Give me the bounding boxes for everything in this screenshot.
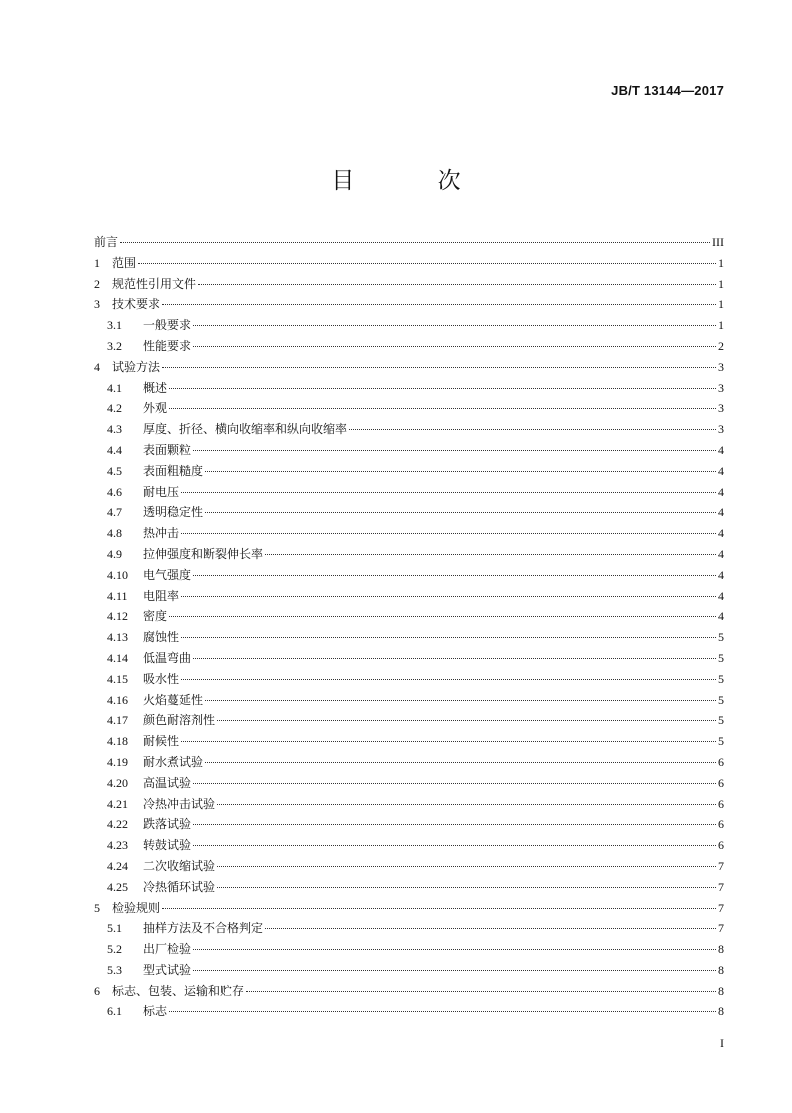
toc-dot-leader bbox=[205, 700, 716, 701]
toc-entry-number: 4.12 bbox=[107, 609, 128, 624]
toc-entry-page: 5 bbox=[718, 671, 724, 686]
toc-dot-leader bbox=[205, 471, 716, 472]
toc-entry[interactable] bbox=[94, 877, 724, 898]
toc-entry-page: 3 bbox=[718, 359, 724, 374]
toc-dot-leader bbox=[265, 928, 716, 929]
toc-dot-leader bbox=[193, 325, 716, 326]
toc-entry[interactable] bbox=[94, 294, 724, 315]
toc-entry-label: 冷热冲击试验 bbox=[143, 796, 216, 811]
toc-dot-leader bbox=[265, 554, 716, 555]
toc-dot-leader bbox=[169, 1011, 716, 1012]
toc-entry-number: 4.4 bbox=[107, 442, 122, 457]
toc-entry-label: 密度 bbox=[143, 609, 168, 624]
toc-entry-page: 7 bbox=[718, 900, 724, 915]
toc-entry-number: 4.11 bbox=[107, 588, 128, 603]
toc-entry-label: 概述 bbox=[143, 380, 168, 395]
toc-entry-number: 4.8 bbox=[107, 526, 122, 541]
toc-entry[interactable] bbox=[94, 357, 724, 378]
toc-entry-page: 6 bbox=[718, 754, 724, 769]
page-title: 目 次 bbox=[331, 168, 499, 194]
toc-entry-number: 4.14 bbox=[107, 650, 128, 665]
toc-entry-label: 技术要求 bbox=[112, 297, 161, 312]
toc-entry[interactable] bbox=[94, 752, 724, 773]
toc-entry-page: 5 bbox=[718, 630, 724, 645]
toc-entry[interactable] bbox=[94, 981, 724, 1002]
toc-entry-label: 电气强度 bbox=[143, 567, 192, 582]
toc-entry-number: 4.13 bbox=[107, 630, 128, 645]
toc-dot-leader bbox=[162, 908, 716, 909]
toc-dot-leader bbox=[193, 575, 716, 576]
toc-dot-leader bbox=[193, 783, 716, 784]
toc-dot-leader bbox=[181, 679, 716, 680]
toc-entry-page: 8 bbox=[718, 942, 724, 957]
toc-entry-page: 4 bbox=[718, 463, 724, 478]
toc-entry-page: 4 bbox=[718, 609, 724, 624]
toc-entry-page: 7 bbox=[718, 921, 724, 936]
toc-entry-page: 6 bbox=[718, 838, 724, 853]
table-of-contents bbox=[94, 232, 724, 1022]
toc-entry-label: 厚度、折径、横向收缩率和纵向收缩率 bbox=[143, 422, 348, 437]
toc-dot-leader bbox=[193, 824, 716, 825]
toc-entry[interactable] bbox=[94, 627, 724, 648]
toc-entry-label: 耐电压 bbox=[143, 484, 180, 499]
toc-entry-page: 5 bbox=[718, 650, 724, 665]
toc-entry-page: 3 bbox=[718, 401, 724, 416]
toc-entry[interactable] bbox=[94, 482, 724, 503]
toc-dot-leader bbox=[193, 450, 716, 451]
toc-entry-page: 4 bbox=[718, 546, 724, 561]
toc-entry-number: 4.18 bbox=[107, 734, 128, 749]
toc-dot-leader bbox=[217, 804, 716, 805]
toc-entry-label: 性能要求 bbox=[143, 338, 192, 353]
toc-entry[interactable] bbox=[94, 419, 724, 440]
toc-entry-label: 规范性引用文件 bbox=[112, 276, 197, 291]
toc-entry[interactable] bbox=[94, 565, 724, 586]
toc-entry[interactable] bbox=[94, 274, 724, 295]
page-folio: I bbox=[720, 1036, 724, 1050]
toc-entry-label: 冷热循环试验 bbox=[143, 879, 216, 894]
toc-dot-leader bbox=[193, 949, 716, 950]
toc-entry-page: III bbox=[712, 235, 724, 249]
toc-entry-page: 5 bbox=[718, 734, 724, 749]
toc-dot-leader bbox=[120, 242, 710, 243]
toc-entry[interactable] bbox=[94, 898, 724, 919]
toc-dot-leader bbox=[205, 762, 716, 763]
toc-entry-page: 5 bbox=[718, 713, 724, 728]
toc-dot-leader bbox=[181, 637, 716, 638]
toc-entry-label: 转鼓试验 bbox=[143, 838, 192, 853]
toc-entry[interactable] bbox=[94, 710, 724, 731]
toc-entry-page: 4 bbox=[718, 442, 724, 457]
toc-entry-number: 4.19 bbox=[107, 754, 128, 769]
toc-entry-label: 电阻率 bbox=[143, 588, 180, 603]
toc-entry-label: 腐蚀性 bbox=[143, 630, 180, 645]
toc-entry-label: 检验规则 bbox=[112, 900, 161, 915]
toc-entry-page: 1 bbox=[718, 276, 724, 291]
toc-dot-leader bbox=[181, 741, 716, 742]
toc-dot-leader bbox=[193, 346, 716, 347]
toc-entry-number: 4.1 bbox=[107, 380, 122, 395]
toc-entry-page: 4 bbox=[718, 588, 724, 603]
toc-entry-number: 4.2 bbox=[107, 401, 122, 416]
toc-entry-label: 二次收缩试验 bbox=[143, 858, 216, 873]
toc-entry-number: 4.9 bbox=[107, 546, 122, 561]
toc-entry-label: 吸水性 bbox=[143, 671, 180, 686]
toc-entry[interactable] bbox=[94, 794, 724, 815]
toc-entry-number: 4.5 bbox=[107, 463, 122, 478]
toc-entry-label: 出厂检验 bbox=[143, 942, 192, 957]
toc-entry[interactable] bbox=[94, 773, 724, 794]
toc-entry-number: 4 bbox=[94, 359, 100, 374]
toc-entry[interactable] bbox=[94, 544, 724, 565]
toc-entry-number: 5 bbox=[94, 900, 100, 915]
toc-entry[interactable] bbox=[94, 440, 724, 461]
toc-dot-leader bbox=[181, 533, 716, 534]
toc-dot-leader bbox=[198, 284, 716, 285]
toc-dot-leader bbox=[193, 845, 716, 846]
toc-dot-leader bbox=[349, 429, 716, 430]
toc-entry-page: 6 bbox=[718, 817, 724, 832]
toc-dot-leader bbox=[162, 304, 716, 305]
toc-dot-leader bbox=[181, 492, 716, 493]
toc-entry-label: 表面颗粒 bbox=[143, 442, 192, 457]
toc-entry-label: 标志 bbox=[143, 1004, 168, 1019]
toc-entry-number: 4.16 bbox=[107, 692, 128, 707]
toc-entry-label: 热冲击 bbox=[143, 526, 180, 541]
toc-entry[interactable] bbox=[94, 669, 724, 690]
toc-entry-number: 2 bbox=[94, 276, 100, 291]
standard-code: JB/T 13144—2017 bbox=[611, 83, 724, 98]
toc-entry-number: 4.25 bbox=[107, 879, 128, 894]
toc-dot-leader bbox=[193, 658, 716, 659]
toc-entry[interactable] bbox=[94, 918, 724, 939]
toc-entry-number: 6 bbox=[94, 983, 100, 998]
toc-entry-page: 3 bbox=[718, 380, 724, 395]
toc-entry-label: 火焰蔓延性 bbox=[143, 692, 204, 707]
toc-entry-page: 7 bbox=[718, 879, 724, 894]
toc-entry[interactable] bbox=[94, 960, 724, 981]
toc-entry-label: 颜色耐溶剂性 bbox=[143, 713, 216, 728]
toc-entry-number: 4.24 bbox=[107, 858, 128, 873]
toc-entry-page: 5 bbox=[718, 692, 724, 707]
toc-entry-page: 8 bbox=[718, 962, 724, 977]
toc-entry-number: 6.1 bbox=[107, 1004, 122, 1019]
toc-entry[interactable] bbox=[94, 939, 724, 960]
toc-dot-leader bbox=[138, 263, 716, 264]
toc-entry-label: 跌落试验 bbox=[143, 817, 192, 832]
toc-entry[interactable] bbox=[94, 690, 724, 711]
toc-entry-label: 高温试验 bbox=[143, 775, 192, 790]
toc-entry-page: 8 bbox=[718, 1004, 724, 1019]
toc-entry-number: 5.1 bbox=[107, 921, 122, 936]
toc-entry-number: 5.2 bbox=[107, 942, 122, 957]
toc-dot-leader bbox=[169, 408, 716, 409]
toc-entry-number: 4.21 bbox=[107, 796, 128, 811]
toc-entry-page: 2 bbox=[718, 338, 724, 353]
toc-entry-label: 低温弯曲 bbox=[143, 650, 192, 665]
toc-entry[interactable] bbox=[94, 1001, 724, 1022]
toc-entry-number: 4.23 bbox=[107, 838, 128, 853]
toc-entry[interactable] bbox=[94, 586, 724, 607]
toc-entry[interactable] bbox=[94, 461, 724, 482]
toc-entry-label: 透明稳定性 bbox=[143, 505, 204, 520]
toc-entry-page: 4 bbox=[718, 526, 724, 541]
toc-entry[interactable] bbox=[94, 253, 724, 274]
toc-entry-label: 标志、包装、运输和贮存 bbox=[112, 983, 245, 998]
toc-entry[interactable] bbox=[94, 315, 724, 336]
toc-entry-number: 4.10 bbox=[107, 567, 128, 582]
toc-entry-label: 型式试验 bbox=[143, 962, 192, 977]
toc-entry-page: 6 bbox=[718, 796, 724, 811]
toc-entry-label: 拉伸强度和断裂伸长率 bbox=[143, 546, 264, 561]
toc-entry-label: 表面粗糙度 bbox=[143, 463, 204, 478]
toc-entry-page: 4 bbox=[718, 484, 724, 499]
toc-entry-label: 耐候性 bbox=[143, 734, 180, 749]
toc-entry-label: 外观 bbox=[143, 401, 168, 416]
toc-entry-number: 3.1 bbox=[107, 318, 122, 333]
toc-entry-number: 4.17 bbox=[107, 713, 128, 728]
toc-entry-page: 1 bbox=[718, 255, 724, 270]
toc-entry-number: 5.3 bbox=[107, 962, 122, 977]
toc-entry[interactable] bbox=[94, 502, 724, 523]
toc-entry-number: 3.2 bbox=[107, 338, 122, 353]
toc-entry-label: 试验方法 bbox=[112, 359, 161, 374]
toc-entry[interactable] bbox=[94, 606, 724, 627]
toc-entry-label: 耐水煮试验 bbox=[143, 754, 204, 769]
toc-entry-page: 6 bbox=[718, 775, 724, 790]
toc-dot-leader bbox=[169, 388, 716, 389]
toc-dot-leader bbox=[169, 616, 716, 617]
toc-entry-number: 4.6 bbox=[107, 484, 122, 499]
toc-entry-label: 一般要求 bbox=[143, 318, 192, 333]
toc-entry-label: 范围 bbox=[112, 255, 137, 270]
toc-entry[interactable] bbox=[94, 814, 724, 835]
toc-dot-leader bbox=[246, 991, 716, 992]
toc-entry-page: 1 bbox=[718, 297, 724, 312]
toc-entry[interactable] bbox=[94, 731, 724, 752]
toc-entry-page: 4 bbox=[718, 505, 724, 520]
toc-entry-number: 4.3 bbox=[107, 422, 122, 437]
toc-entry[interactable] bbox=[94, 523, 724, 544]
toc-entry-number: 4.22 bbox=[107, 817, 128, 832]
toc-entry[interactable] bbox=[94, 232, 724, 253]
toc-dot-leader bbox=[217, 866, 716, 867]
toc-dot-leader bbox=[217, 887, 716, 888]
toc-entry-label: 抽样方法及不合格判定 bbox=[143, 921, 264, 936]
toc-entry-number: 3 bbox=[94, 297, 100, 312]
toc-entry[interactable] bbox=[94, 378, 724, 399]
toc-entry-number: 4.15 bbox=[107, 671, 128, 686]
toc-entry-page: 4 bbox=[718, 567, 724, 582]
toc-entry-number: 4.20 bbox=[107, 775, 128, 790]
toc-dot-leader bbox=[217, 720, 716, 721]
toc-dot-leader bbox=[205, 512, 716, 513]
toc-entry-number: 1 bbox=[94, 255, 100, 270]
toc-entry-page: 3 bbox=[718, 422, 724, 437]
toc-entry[interactable] bbox=[94, 398, 724, 419]
toc-dot-leader bbox=[162, 367, 716, 368]
toc-entry-page: 8 bbox=[718, 983, 724, 998]
toc-entry-label: 前言 bbox=[94, 235, 119, 249]
toc-dot-leader bbox=[181, 596, 716, 597]
toc-entry[interactable] bbox=[94, 648, 724, 669]
toc-entry[interactable] bbox=[94, 835, 724, 856]
toc-entry-number: 4.7 bbox=[107, 505, 122, 520]
toc-entry[interactable] bbox=[94, 336, 724, 357]
toc-entry-page: 7 bbox=[718, 858, 724, 873]
toc-entry[interactable] bbox=[94, 856, 724, 877]
toc-dot-leader bbox=[193, 970, 716, 971]
toc-entry-page: 1 bbox=[718, 318, 724, 333]
